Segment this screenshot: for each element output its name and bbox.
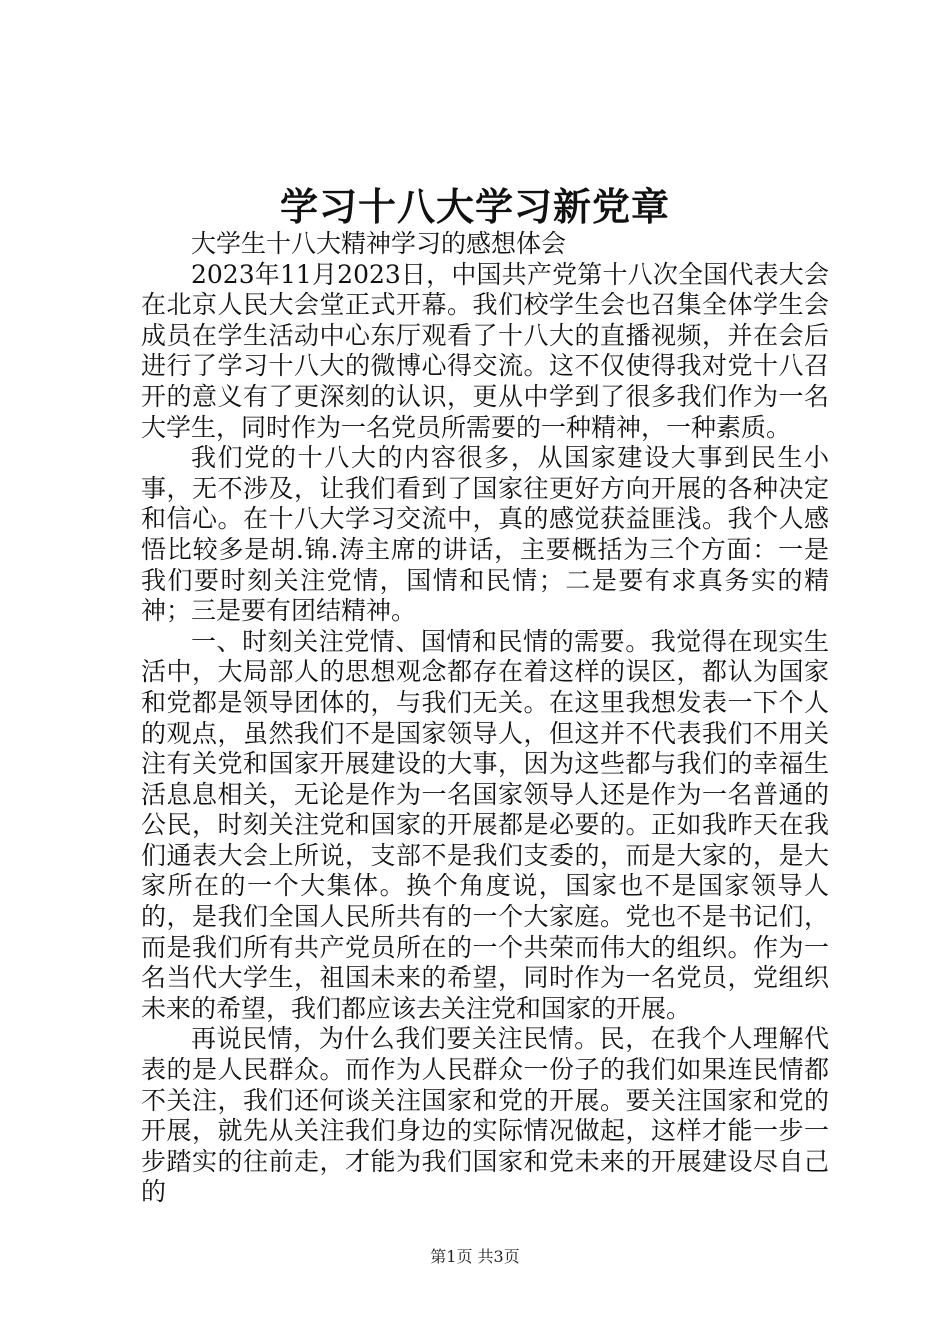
page-title: 学习十八大学习新党章 bbox=[279, 185, 670, 229]
document-body bbox=[141, 229, 829, 1208]
paragraph: 我们党的十八大的内容很多，从国家建设大事到民生小事，无不涉及，让我们看到了国家往更好方向开展的各种决定和信心。在十八大学习交流中，真的感觉获益匪浅。我个人感悟比较多是胡.锦.涛主席的讲话，主要概括为三个方面：一是我们要时刻关注党情，国情和民情；二是要有求真务实的精神；三是要有团结精神。 bbox=[141, 443, 829, 626]
page-number-footer: 第1页 共3页 bbox=[430, 1247, 520, 1266]
paragraph: 一、时刻关注党情、国情和民情的需要。我觉得在现实生活中，大局部人的思想观念都存在着这样的误区，都认为国家和党都是领导团体的，与我们无关。在这里我想发表一下个人的观点，虽然我们不是国家领导人，但这并不代表我们不用关注有关党和国家开展建设的大事，因为这些都与我们的幸福生活息息相关，无论是作为一名国家领导人还是作为一名普通的公民，时刻关注党和国家的开展都是必要的。正如我昨天在我们通表大会上所说，支部不是我们支委的，而是大家的，是大家所在的一个大集体。换个角度说，国家也不是国家领导人的，是我们全国人民所共有的一个大家庭。党也不是书记们，而是我们所有共产党员所在的一个共荣而伟大的组织。作为一名当代大学生，祖国未来的希望，同时作为一名党员，党组织未来的希望，我们都应该去关注党和国家的开展。 bbox=[141, 626, 829, 1023]
paragraph: 2023年11月2023日，中国共产党第十八次全国代表大会在北京人民大会堂正式开幕。我们校学生会也召集全体学生会成员在学生活动中心东厅观看了十八大的直播视频，并在会后进行了学习十八大的微博心得交流。这不仅使得我对党十八召开的意义有了更深刻的认识，更从中学到了很多我们作为一名大学生，同时作为一名党员所需要的一种精神，一种素质。 bbox=[141, 259, 829, 442]
paragraph: 再说民情，为什么我们要关注民情。民，在我个人理解代表的是人民群众。而作为人民群众一份子的我们如果连民情都不关注，我们还何谈关注国家和党的开展。要关注国家和党的开展，就先从关注我们身边的实际情况做起，这样才能一步一步踏实的往前走，才能为我们国家和党未来的开展建设尽自己的 bbox=[141, 1024, 829, 1207]
paragraph-subtitle: 大学生十八大精神学习的感想体会 bbox=[191, 229, 567, 258]
